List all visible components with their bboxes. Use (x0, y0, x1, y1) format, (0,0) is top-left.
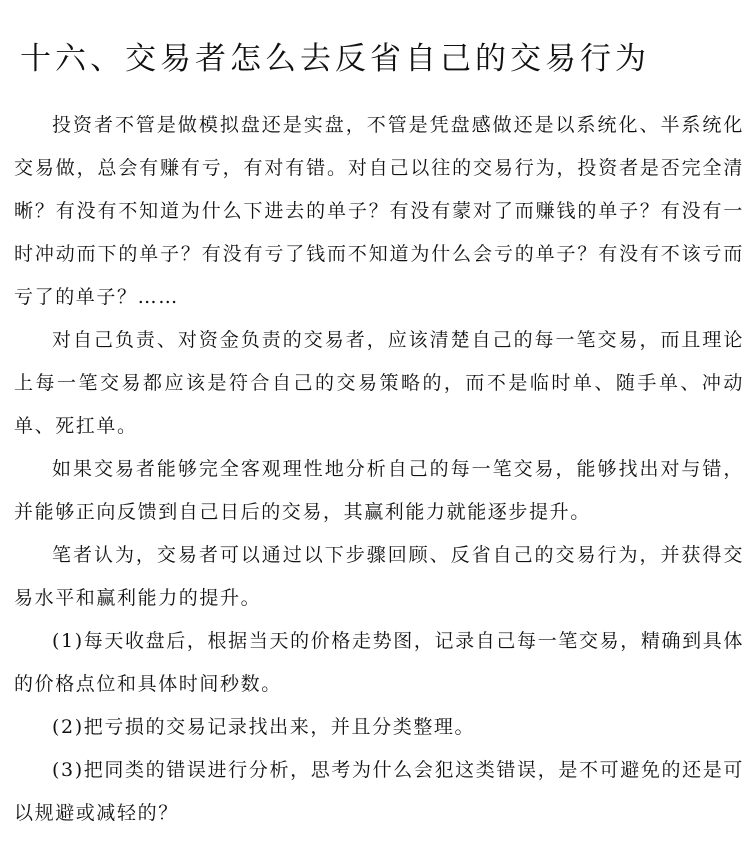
paragraph-analysis: 如果交易者能够完全客观理性地分析自己的每一笔交易，能够找出对与错，并能够正向反馈到自己日后的交易，其赢利能力就能逐步提升。 (14, 458, 744, 523)
paragraph-step-1: (1)每天收盘后，根据当天的价格走势图，记录自己每一笔交易，精确到具体的价格点位和具体时间秒数。 (14, 630, 744, 695)
section-title: 十六、交易者怎么去反省自己的交易行为 (20, 40, 650, 77)
document-body (14, 104, 744, 835)
paragraph-steps-intro: 笔者认为，交易者可以通过以下步骤回顾、反省自己的交易行为，并获得交易水平和赢利能力的提升。 (14, 544, 744, 609)
paragraph-intro: 投资者不管是做模拟盘还是实盘，不管是凭盘感做还是以系统化、半系统化交易做，总会有赚有亏，有对有错。对自己以往的交易行为，投资者是否完全清晰？有没有不知道为什么下进去的单子？有没有蒙对了而赚钱的单子？有没有一时冲动而下的单子？有没有亏了钱而不知道为什么会亏的单子？有没有不该亏而亏了的单子？…… (14, 114, 744, 308)
paragraph-step-2: (2)把亏损的交易记录找出来，并且分类整理。 (52, 716, 476, 738)
paragraph-responsibility: 对自己负责、对资金负责的交易者，应该清楚自己的每一笔交易，而且理论上每一笔交易都应该是符合自己的交易策略的，而不是临时单、随手单、冲动单、死扛单。 (14, 329, 744, 437)
paragraph-step-3: (3)把同类的错误进行分析，思考为什么会犯这类错误，是不可避免的还是可以规避或减轻的？ (14, 759, 744, 824)
